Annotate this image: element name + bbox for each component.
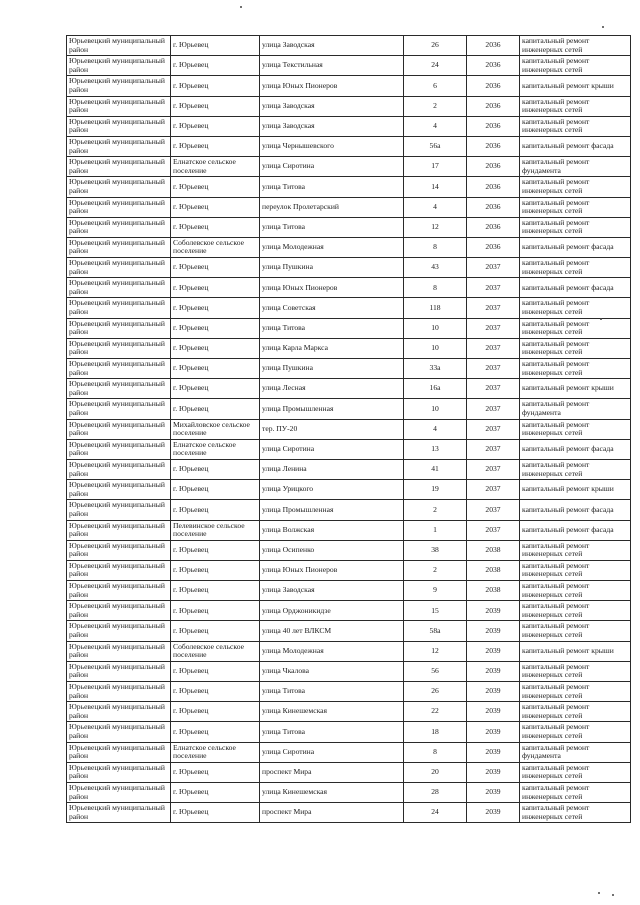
house-number-cell: 12 xyxy=(404,217,467,237)
year-cell: 2039 xyxy=(467,601,520,621)
year-cell: 2036 xyxy=(467,76,520,96)
table-row xyxy=(67,258,631,278)
work-type-cell: капитальный ремонт фасада xyxy=(520,500,631,520)
table-row xyxy=(67,459,631,479)
settlement-cell: г. Юрьевец xyxy=(171,500,260,520)
district-cell: Юрьевецкий муниципальный район xyxy=(67,439,171,459)
year-cell: 2036 xyxy=(467,116,520,136)
work-type-cell: капитальный ремонт инженерных сетей xyxy=(520,560,631,580)
settlement-cell: г. Юрьевец xyxy=(171,136,260,156)
year-cell: 2037 xyxy=(467,399,520,419)
street-cell: улица 40 лет ВЛКСМ xyxy=(260,621,404,641)
street-cell: улица Пушкина xyxy=(260,359,404,379)
work-type-cell: капитальный ремонт инженерных сетей xyxy=(520,682,631,702)
work-type-cell: капитальный ремонт инженерных сетей xyxy=(520,318,631,338)
street-cell: улица Молодежная xyxy=(260,641,404,661)
work-type-cell: капитальный ремонт крыши xyxy=(520,379,631,399)
year-cell: 2037 xyxy=(467,278,520,298)
settlement-cell: г. Юрьевец xyxy=(171,217,260,237)
table-row xyxy=(67,621,631,641)
year-cell: 2039 xyxy=(467,762,520,782)
work-type-cell: капитальный ремонт инженерных сетей xyxy=(520,96,631,116)
settlement-cell: Елнатское сельское поселение xyxy=(171,439,260,459)
year-cell: 2037 xyxy=(467,459,520,479)
year-cell: 2038 xyxy=(467,581,520,601)
table-row xyxy=(67,742,631,762)
settlement-cell: г. Юрьевец xyxy=(171,258,260,278)
work-type-cell: капитальный ремонт инженерных сетей xyxy=(520,762,631,782)
house-number-cell: 24 xyxy=(404,803,467,823)
district-cell: Юрьевецкий муниципальный район xyxy=(67,419,171,439)
work-type-cell: капитальный ремонт инженерных сетей xyxy=(520,217,631,237)
street-cell: улица Сиротина xyxy=(260,157,404,177)
work-type-cell: капитальный ремонт инженерных сетей xyxy=(520,459,631,479)
district-cell: Юрьевецкий муниципальный район xyxy=(67,661,171,681)
street-cell: улица Заводская xyxy=(260,36,404,56)
year-cell: 2037 xyxy=(467,338,520,358)
street-cell: улица Юных Пионеров xyxy=(260,278,404,298)
district-cell: Юрьевецкий муниципальный район xyxy=(67,379,171,399)
settlement-cell: г. Юрьевец xyxy=(171,459,260,479)
district-cell: Юрьевецкий муниципальный район xyxy=(67,782,171,802)
work-type-cell: капитальный ремонт инженерных сетей xyxy=(520,661,631,681)
house-number-cell: 2 xyxy=(404,500,467,520)
settlement-cell: г. Юрьевец xyxy=(171,621,260,641)
district-cell: Юрьевецкий муниципальный район xyxy=(67,742,171,762)
house-number-cell: 8 xyxy=(404,278,467,298)
street-cell: улица Молодежная xyxy=(260,237,404,257)
table-row xyxy=(67,661,631,681)
year-cell: 2039 xyxy=(467,641,520,661)
street-cell: улица Заводская xyxy=(260,116,404,136)
settlement-cell: г. Юрьевец xyxy=(171,96,260,116)
settlement-cell: г. Юрьевец xyxy=(171,782,260,802)
house-number-cell: 8 xyxy=(404,742,467,762)
house-number-cell: 43 xyxy=(404,258,467,278)
street-cell: проспект Мира xyxy=(260,762,404,782)
settlement-cell: г. Юрьевец xyxy=(171,298,260,318)
work-type-cell: капитальный ремонт инженерных сетей xyxy=(520,56,631,76)
house-number-cell: 4 xyxy=(404,116,467,136)
house-number-cell: 17 xyxy=(404,157,467,177)
street-cell: улица Кинешемская xyxy=(260,782,404,802)
settlement-cell: Елнатское сельское поселение xyxy=(171,157,260,177)
house-number-cell: 56 xyxy=(404,661,467,681)
street-cell: улица Лесная xyxy=(260,379,404,399)
year-cell: 2036 xyxy=(467,237,520,257)
table-row xyxy=(67,399,631,419)
street-cell: улица Ленина xyxy=(260,459,404,479)
year-cell: 2036 xyxy=(467,36,520,56)
street-cell: тер. ПУ-20 xyxy=(260,419,404,439)
district-cell: Юрьевецкий муниципальный район xyxy=(67,399,171,419)
table-row xyxy=(67,540,631,560)
house-number-cell: 19 xyxy=(404,480,467,500)
year-cell: 2036 xyxy=(467,56,520,76)
table-row xyxy=(67,177,631,197)
year-cell: 2039 xyxy=(467,722,520,742)
settlement-cell: г. Юрьевец xyxy=(171,762,260,782)
table-row xyxy=(67,419,631,439)
table-row xyxy=(67,722,631,742)
year-cell: 2036 xyxy=(467,217,520,237)
district-cell: Юрьевецкий муниципальный район xyxy=(67,581,171,601)
house-number-cell: 1 xyxy=(404,520,467,540)
settlement-cell: г. Юрьевец xyxy=(171,116,260,136)
work-type-cell: капитальный ремонт инженерных сетей xyxy=(520,298,631,318)
street-cell: улица Промышленная xyxy=(260,399,404,419)
settlement-cell: г. Юрьевец xyxy=(171,722,260,742)
house-number-cell: 2 xyxy=(404,96,467,116)
work-type-cell: капитальный ремонт инженерных сетей xyxy=(520,621,631,641)
street-cell: улица Советская xyxy=(260,298,404,318)
year-cell: 2039 xyxy=(467,782,520,802)
house-number-cell: 18 xyxy=(404,722,467,742)
work-type-cell: капитальный ремонт инженерных сетей xyxy=(520,601,631,621)
house-number-cell: 4 xyxy=(404,197,467,217)
district-cell: Юрьевецкий муниципальный район xyxy=(67,76,171,96)
district-cell: Юрьевецкий муниципальный район xyxy=(67,96,171,116)
street-cell: улица Осипенко xyxy=(260,540,404,560)
house-number-cell: 2 xyxy=(404,560,467,580)
year-cell: 2039 xyxy=(467,661,520,681)
street-cell: улица Титова xyxy=(260,217,404,237)
street-cell: улица Кинешемская xyxy=(260,702,404,722)
house-number-cell: 26 xyxy=(404,682,467,702)
settlement-cell: г. Юрьевец xyxy=(171,540,260,560)
house-number-cell: 14 xyxy=(404,177,467,197)
work-type-cell: капитальный ремонт крыши xyxy=(520,480,631,500)
work-type-cell: капитальный ремонт инженерных сетей xyxy=(520,782,631,802)
street-cell: проспект Мира xyxy=(260,803,404,823)
year-cell: 2037 xyxy=(467,359,520,379)
repair-schedule-body xyxy=(67,36,631,823)
work-type-cell: капитальный ремонт фасада xyxy=(520,136,631,156)
district-cell: Юрьевецкий муниципальный район xyxy=(67,702,171,722)
street-cell: улица Волжская xyxy=(260,520,404,540)
settlement-cell: г. Юрьевец xyxy=(171,278,260,298)
year-cell: 2036 xyxy=(467,197,520,217)
table-row xyxy=(67,56,631,76)
house-number-cell: 22 xyxy=(404,702,467,722)
district-cell: Юрьевецкий муниципальный район xyxy=(67,682,171,702)
year-cell: 2039 xyxy=(467,702,520,722)
district-cell: Юрьевецкий муниципальный район xyxy=(67,359,171,379)
scan-speck xyxy=(600,318,602,320)
table-row xyxy=(67,136,631,156)
district-cell: Юрьевецкий муниципальный район xyxy=(67,217,171,237)
work-type-cell: капитальный ремонт фасада xyxy=(520,520,631,540)
district-cell: Юрьевецкий муниципальный район xyxy=(67,298,171,318)
district-cell: Юрьевецкий муниципальный район xyxy=(67,601,171,621)
settlement-cell: Михайловское сельское поселение xyxy=(171,419,260,439)
district-cell: Юрьевецкий муниципальный район xyxy=(67,459,171,479)
settlement-cell: г. Юрьевец xyxy=(171,581,260,601)
district-cell: Юрьевецкий муниципальный район xyxy=(67,237,171,257)
district-cell: Юрьевецкий муниципальный район xyxy=(67,722,171,742)
settlement-cell: г. Юрьевец xyxy=(171,36,260,56)
table-row xyxy=(67,278,631,298)
house-number-cell: 38 xyxy=(404,540,467,560)
house-number-cell: 28 xyxy=(404,782,467,802)
table-row xyxy=(67,298,631,318)
table-row xyxy=(67,359,631,379)
table-row xyxy=(67,702,631,722)
work-type-cell: капитальный ремонт инженерных сетей xyxy=(520,359,631,379)
district-cell: Юрьевецкий муниципальный район xyxy=(67,258,171,278)
table-row xyxy=(67,500,631,520)
district-cell: Юрьевецкий муниципальный район xyxy=(67,136,171,156)
settlement-cell: г. Юрьевец xyxy=(171,338,260,358)
street-cell: улица Урицкого xyxy=(260,480,404,500)
house-number-cell: 33а xyxy=(404,359,467,379)
house-number-cell: 8 xyxy=(404,237,467,257)
scan-speck xyxy=(602,26,604,28)
house-number-cell: 4 xyxy=(404,419,467,439)
district-cell: Юрьевецкий муниципальный район xyxy=(67,480,171,500)
street-cell: улица Титова xyxy=(260,318,404,338)
settlement-cell: г. Юрьевец xyxy=(171,379,260,399)
settlement-cell: г. Юрьевец xyxy=(171,803,260,823)
settlement-cell: г. Юрьевец xyxy=(171,682,260,702)
street-cell: улица Промышленная xyxy=(260,500,404,520)
table-row xyxy=(67,520,631,540)
street-cell: улица Чкалова xyxy=(260,661,404,681)
house-number-cell: 56а xyxy=(404,136,467,156)
table-row xyxy=(67,197,631,217)
settlement-cell: г. Юрьевец xyxy=(171,76,260,96)
work-type-cell: капитальный ремонт инженерных сетей xyxy=(520,722,631,742)
house-number-cell: 58а xyxy=(404,621,467,641)
table-row xyxy=(67,76,631,96)
settlement-cell: г. Юрьевец xyxy=(171,177,260,197)
house-number-cell: 6 xyxy=(404,76,467,96)
table-row xyxy=(67,217,631,237)
table-row xyxy=(67,379,631,399)
year-cell: 2037 xyxy=(467,520,520,540)
year-cell: 2039 xyxy=(467,742,520,762)
house-number-cell: 26 xyxy=(404,36,467,56)
street-cell: улица Юных Пионеров xyxy=(260,76,404,96)
house-number-cell: 10 xyxy=(404,399,467,419)
year-cell: 2037 xyxy=(467,439,520,459)
table-row xyxy=(67,560,631,580)
table-row xyxy=(67,338,631,358)
house-number-cell: 13 xyxy=(404,439,467,459)
year-cell: 2037 xyxy=(467,318,520,338)
street-cell: улица Сиротина xyxy=(260,742,404,762)
work-type-cell: капитальный ремонт фундамента xyxy=(520,399,631,419)
table-row xyxy=(67,682,631,702)
settlement-cell: г. Юрьевец xyxy=(171,359,260,379)
scan-speck xyxy=(240,6,242,8)
table-row xyxy=(67,581,631,601)
street-cell: улица Сиротина xyxy=(260,439,404,459)
house-number-cell: 118 xyxy=(404,298,467,318)
year-cell: 2037 xyxy=(467,298,520,318)
table-row xyxy=(67,96,631,116)
district-cell: Юрьевецкий муниципальный район xyxy=(67,803,171,823)
street-cell: переулок Пролетарский xyxy=(260,197,404,217)
district-cell: Юрьевецкий муниципальный район xyxy=(67,762,171,782)
year-cell: 2036 xyxy=(467,157,520,177)
district-cell: Юрьевецкий муниципальный район xyxy=(67,177,171,197)
work-type-cell: капитальный ремонт инженерных сетей xyxy=(520,258,631,278)
year-cell: 2038 xyxy=(467,540,520,560)
work-type-cell: капитальный ремонт инженерных сетей xyxy=(520,197,631,217)
street-cell: улица Юных Пионеров xyxy=(260,560,404,580)
work-type-cell: капитальный ремонт фундамента xyxy=(520,157,631,177)
year-cell: 2037 xyxy=(467,480,520,500)
district-cell: Юрьевецкий муниципальный район xyxy=(67,560,171,580)
scan-speck xyxy=(598,892,600,894)
district-cell: Юрьевецкий муниципальный район xyxy=(67,338,171,358)
settlement-cell: г. Юрьевец xyxy=(171,399,260,419)
work-type-cell: капитальный ремонт инженерных сетей xyxy=(520,338,631,358)
street-cell: улица Пушкина xyxy=(260,258,404,278)
table-row xyxy=(67,762,631,782)
house-number-cell: 24 xyxy=(404,56,467,76)
district-cell: Юрьевецкий муниципальный район xyxy=(67,116,171,136)
work-type-cell: капитальный ремонт инженерных сетей xyxy=(520,116,631,136)
district-cell: Юрьевецкий муниципальный район xyxy=(67,56,171,76)
table-row xyxy=(67,318,631,338)
work-type-cell: капитальный ремонт крыши xyxy=(520,641,631,661)
table-row xyxy=(67,601,631,621)
settlement-cell: г. Юрьевец xyxy=(171,601,260,621)
street-cell: улица Титова xyxy=(260,177,404,197)
district-cell: Юрьевецкий муниципальный район xyxy=(67,540,171,560)
work-type-cell: капитальный ремонт фасада xyxy=(520,237,631,257)
year-cell: 2036 xyxy=(467,136,520,156)
work-type-cell: капитальный ремонт инженерных сетей xyxy=(520,177,631,197)
street-cell: улица Карла Маркса xyxy=(260,338,404,358)
scan-speck xyxy=(612,894,614,896)
table-row xyxy=(67,157,631,177)
settlement-cell: г. Юрьевец xyxy=(171,560,260,580)
year-cell: 2039 xyxy=(467,621,520,641)
table-row xyxy=(67,36,631,56)
house-number-cell: 20 xyxy=(404,762,467,782)
settlement-cell: г. Юрьевец xyxy=(171,197,260,217)
work-type-cell: капитальный ремонт инженерных сетей xyxy=(520,581,631,601)
house-number-cell: 16а xyxy=(404,379,467,399)
district-cell: Юрьевецкий муниципальный район xyxy=(67,641,171,661)
year-cell: 2036 xyxy=(467,177,520,197)
table-row xyxy=(67,480,631,500)
settlement-cell: Пелевинское сельское поселение xyxy=(171,520,260,540)
year-cell: 2036 xyxy=(467,96,520,116)
street-cell: улица Чернышевского xyxy=(260,136,404,156)
year-cell: 2037 xyxy=(467,258,520,278)
house-number-cell: 41 xyxy=(404,459,467,479)
house-number-cell: 12 xyxy=(404,641,467,661)
work-type-cell: капитальный ремонт инженерных сетей xyxy=(520,36,631,56)
house-number-cell: 9 xyxy=(404,581,467,601)
district-cell: Юрьевецкий муниципальный район xyxy=(67,157,171,177)
street-cell: улица Текстильная xyxy=(260,56,404,76)
table-row xyxy=(67,237,631,257)
house-number-cell: 10 xyxy=(404,318,467,338)
work-type-cell: капитальный ремонт инженерных сетей xyxy=(520,540,631,560)
year-cell: 2038 xyxy=(467,560,520,580)
district-cell: Юрьевецкий муниципальный район xyxy=(67,36,171,56)
district-cell: Юрьевецкий муниципальный район xyxy=(67,278,171,298)
house-number-cell: 10 xyxy=(404,338,467,358)
district-cell: Юрьевецкий муниципальный район xyxy=(67,500,171,520)
work-type-cell: капитальный ремонт инженерных сетей xyxy=(520,419,631,439)
work-type-cell: капитальный ремонт фасада xyxy=(520,278,631,298)
settlement-cell: Елнатское сельское поселение xyxy=(171,742,260,762)
street-cell: улица Заводская xyxy=(260,581,404,601)
year-cell: 2037 xyxy=(467,419,520,439)
table-row xyxy=(67,782,631,802)
settlement-cell: г. Юрьевец xyxy=(171,318,260,338)
district-cell: Юрьевецкий муниципальный район xyxy=(67,520,171,540)
repair-schedule-table xyxy=(66,35,631,823)
settlement-cell: г. Юрьевец xyxy=(171,661,260,681)
street-cell: улица Заводская xyxy=(260,96,404,116)
district-cell: Юрьевецкий муниципальный район xyxy=(67,621,171,641)
year-cell: 2037 xyxy=(467,379,520,399)
table-row xyxy=(67,641,631,661)
settlement-cell: Соболевское сельское поселение xyxy=(171,641,260,661)
work-type-cell: капитальный ремонт крыши xyxy=(520,76,631,96)
table-row xyxy=(67,803,631,823)
work-type-cell: капитальный ремонт инженерных сетей xyxy=(520,803,631,823)
district-cell: Юрьевецкий муниципальный район xyxy=(67,318,171,338)
street-cell: улица Титова xyxy=(260,722,404,742)
district-cell: Юрьевецкий муниципальный район xyxy=(67,197,171,217)
street-cell: улица Титова xyxy=(260,682,404,702)
year-cell: 2039 xyxy=(467,682,520,702)
settlement-cell: г. Юрьевец xyxy=(171,56,260,76)
house-number-cell: 15 xyxy=(404,601,467,621)
table-row xyxy=(67,116,631,136)
work-type-cell: капитальный ремонт фасада xyxy=(520,439,631,459)
work-type-cell: капитальный ремонт фундамента xyxy=(520,742,631,762)
table-row xyxy=(67,439,631,459)
settlement-cell: г. Юрьевец xyxy=(171,480,260,500)
street-cell: улица Орджоникидзе xyxy=(260,601,404,621)
work-type-cell: капитальный ремонт инженерных сетей xyxy=(520,702,631,722)
year-cell: 2039 xyxy=(467,803,520,823)
year-cell: 2037 xyxy=(467,500,520,520)
settlement-cell: Соболевское сельское поселение xyxy=(171,237,260,257)
settlement-cell: г. Юрьевец xyxy=(171,702,260,722)
